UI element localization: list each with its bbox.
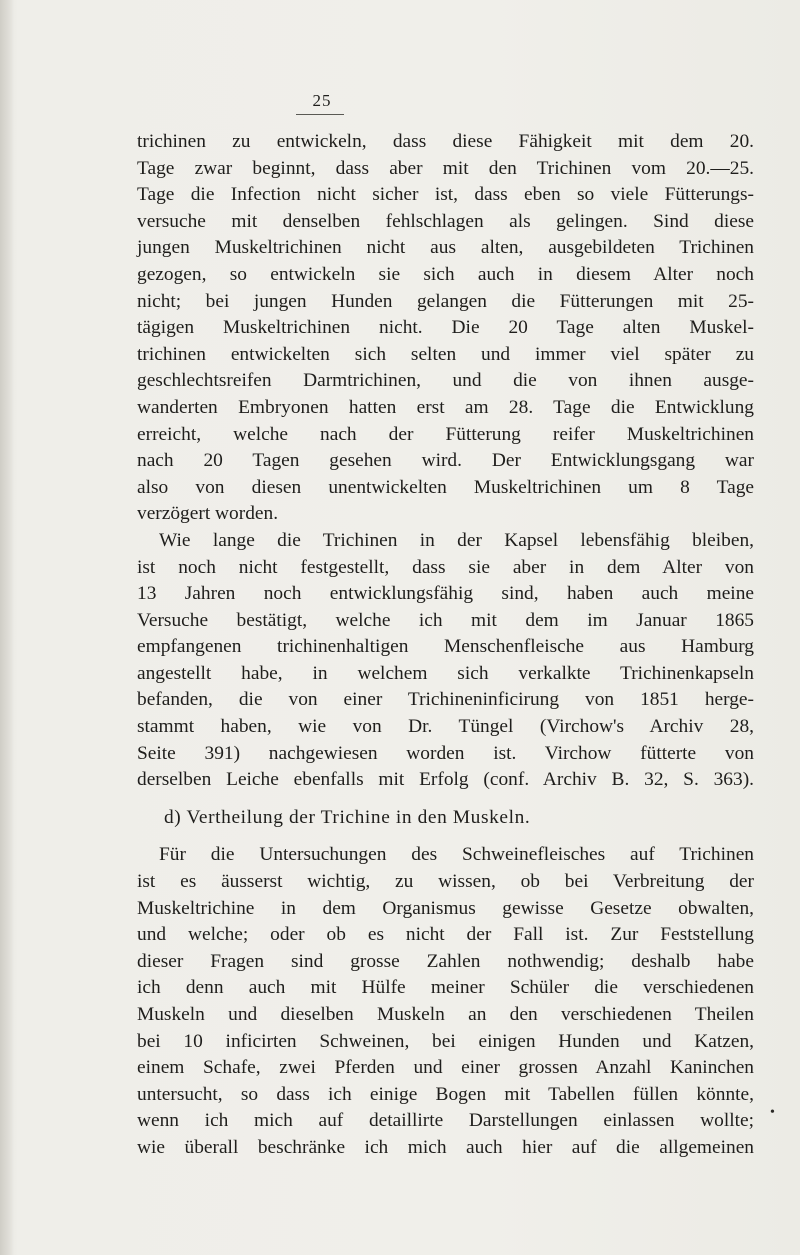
text-line: ich denn auch mit Hülfe meiner Schüler die verschiedenen [137,977,754,999]
text-line: nicht; bei jungen Hunden gelangen die Fütterungen mit 25- [137,290,754,312]
page-number: 25 [312,91,332,110]
text-line: 13 Jahren noch entwicklungsfähig sind, haben auch meine [137,583,754,605]
text-line: also von diesen unentwickelten Muskeltrichinen um 8 Tage [137,476,754,498]
text-line: Muskeltrichine in dem Organismus gewisse Gesetze obwalten, [137,897,754,919]
text-line: derselben Leiche ebenfalls mit Erfolg (conf. Archiv B. 32, S. 363). [137,769,754,791]
text-line: Für die Untersuchungen des Schweinefleisches auf Trichinen [159,844,754,866]
text-line: dieser Fragen sind grosse Zahlen nothwendig; deshalb habe [137,950,754,972]
paragraph-1 [137,129,754,528]
text-line: stammt haben, wie von Dr. Tüngel (Virchow's Archiv 28, [137,716,754,738]
text-line: bei 10 inficirten Schweinen, bei einigen Hunden und Katzen, [137,1030,754,1052]
text-line: gezogen, so entwickeln sie sich auch in diesem Alter noch [137,263,754,285]
paragraph-3 [137,842,754,1161]
text-line: untersucht, so dass ich einige Bogen mit Tabellen füllen könnte, [137,1083,754,1105]
text-line: Muskeln und dieselben Muskeln an den verschiedenen Theilen [137,1004,754,1025]
text-line: ist es äusserst wichtig, zu wissen, ob bei Verbreitung der [137,871,754,893]
text-line: einem Schafe, zwei Pferden und einer grossen Anzahl Kaninchen [137,1057,754,1079]
text-line: ist noch nicht festgestellt, dass sie aber in dem Alter von [137,556,754,578]
text-line: trichinen entwickelten sich selten und immer viel später zu [137,343,754,365]
text-line: befanden, die von einer Trichineninficirung von 1851 herge- [137,689,754,711]
text-line: angestellt habe, in welchem sich verkalkte Trichinenkapseln [137,662,754,684]
margin-mark: • [770,1105,775,1120]
text-line: nach 20 Tagen gesehen wird. Der Entwicklungsgang war [137,450,754,472]
text-line: wanderten Embryonen hatten erst am 28. Tage die Entwicklung [137,396,754,418]
text-line: tägigen Muskeltrichinen nicht. Die 20 Tage alten Muskel- [137,317,754,339]
text-line: Versuche bestätigt, welche ich mit dem im Januar 1865 [137,609,754,631]
text-line: und welche; oder ob es nicht der Fall ist. Zur Feststellung [137,924,754,946]
text-line: Tage zwar beginnt, dass aber mit den Trichinen vom 20.—25. [137,157,754,179]
text-line: empfangenen trichinenhaltigen Menschenfleische aus Hamburg [137,636,754,658]
text-line: wie überall beschränke ich mich auch hier auf die allgemeinen [137,1136,754,1158]
text-line: Tage die Infection nicht sicher ist, dass eben so viele Fütterungs- [137,184,754,206]
text-line: versuche mit denselben fehlschlagen als gelingen. Sind diese [137,210,754,232]
text-line: geschlechtsreifen Darmtrichinen, und die von ihnen ausge- [137,370,754,392]
text-line: wenn ich mich auf detaillirte Darstellungen einlassen wollte; [137,1110,754,1132]
section-heading: d) Vertheilung der Trichine in den Muskeln. [164,806,531,828]
text-line: trichinen zu entwickeln, dass diese Fähigkeit mit dem 20. [137,131,754,152]
text-line: Seite 391) nachgewiesen worden ist. Virchow fütterte von [137,742,754,764]
page-number-rule [296,114,344,115]
body-text [137,129,754,1162]
text-line: erreicht, welche nach der Fütterung reifer Muskeltrichinen [137,423,754,445]
text-line: Wie lange die Trichinen in der Kapsel lebensfähig bleiben, [159,529,754,551]
text-line: jungen Muskeltrichinen nicht aus alten, ausgebildeten Trichinen [137,237,754,259]
text-line: verzögert worden. [137,503,279,525]
paragraph-2 [137,528,754,794]
page-gutter-shadow [0,0,14,1255]
